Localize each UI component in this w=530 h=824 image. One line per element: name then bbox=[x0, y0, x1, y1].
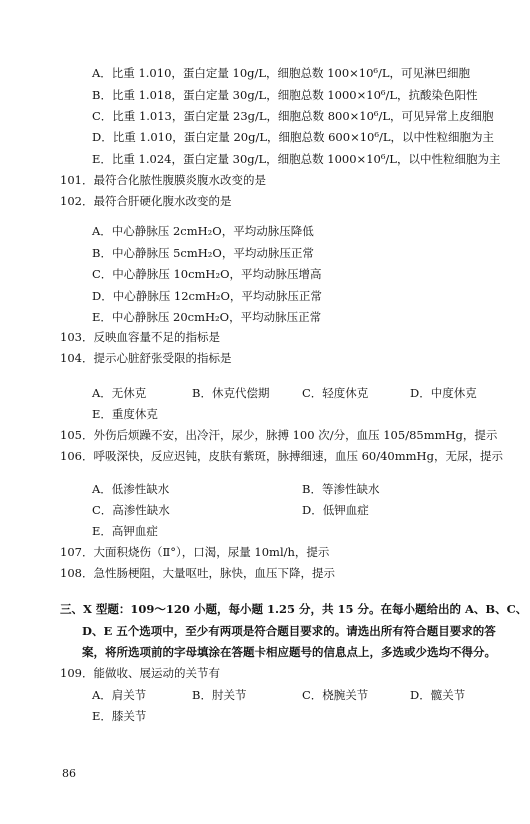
option-b: B．休克代偿期 bbox=[192, 386, 270, 400]
option-c: C．比重 1.013，蛋白定量 23g/L，细胞总数 800×10⁶/L，可见异常上皮细胞 bbox=[92, 109, 494, 123]
question-108: 108．急性肠梗阻，大量呕吐，脉快，血压下降，提示 bbox=[60, 566, 335, 580]
option-b: B．比重 1.018，蛋白定量 30g/L，细胞总数 1000×10⁶/L，抗酸染色阳性 bbox=[92, 88, 478, 102]
option-e: E．重度休克 bbox=[92, 407, 158, 421]
section-instructions: D、E 五个选项中，至少有两项是符合题目要求的。请选出所有符合题目要求的答 bbox=[82, 624, 496, 638]
option-e: E．比重 1.024，蛋白定量 30g/L，细胞总数 1000×10⁶/L，以中性粒细胞为主 bbox=[92, 152, 501, 166]
option-b: B．中心静脉压 5cmH₂O，平均动脉压正常 bbox=[92, 246, 314, 260]
option-e: E．高钾血症 bbox=[92, 524, 158, 538]
option-row bbox=[92, 386, 512, 400]
option-a: A．低渗性缺水 bbox=[92, 482, 170, 496]
option-d: D．低钾血症 bbox=[302, 503, 369, 517]
question-104: 104．提示心脏舒张受限的指标是 bbox=[60, 351, 232, 365]
option-b: B．肘关节 bbox=[192, 688, 247, 702]
question-103: 103．反映血容量不足的指标是 bbox=[60, 330, 220, 344]
question-102: 102．最符合肝硬化腹水改变的是 bbox=[60, 194, 232, 208]
option-a: A．中心静脉压 2cmH₂O，平均动脉压降低 bbox=[92, 224, 314, 238]
question-101: 101．最符合化脓性腹膜炎腹水改变的是 bbox=[60, 173, 266, 187]
question-107: 107．大面积烧伤（Ⅱ°），口渴，尿量 10ml/h，提示 bbox=[60, 545, 330, 559]
option-b: B．等渗性缺水 bbox=[302, 482, 380, 496]
option-d: D．中度休克 bbox=[410, 386, 477, 400]
page-number: 86 bbox=[62, 767, 76, 780]
option-d: D．髋关节 bbox=[410, 688, 466, 702]
option-row bbox=[92, 482, 472, 496]
option-c: C．高渗性缺水 bbox=[92, 503, 170, 517]
option-row bbox=[92, 503, 472, 517]
option-a: A．比重 1.010，蛋白定量 10g/L，细胞总数 100×10⁶/L，可见淋巴细胞 bbox=[92, 66, 471, 80]
option-d: D．中心静脉压 12cmH₂O，平均动脉压正常 bbox=[92, 289, 322, 303]
option-e: E．膝关节 bbox=[92, 709, 147, 723]
option-a: A．肩关节 bbox=[92, 688, 147, 702]
option-c: C．桡腕关节 bbox=[302, 688, 369, 702]
section-instructions: 三、X 型题：109～120 小题，每小题 1.25 分，共 15 分。在每小题给出的 A、B、C、 bbox=[60, 602, 528, 616]
option-d: D．比重 1.010，蛋白定量 20g/L，细胞总数 600×10⁶/L，以中性粒细胞为主 bbox=[92, 130, 494, 144]
option-a: A．无休克 bbox=[92, 386, 147, 400]
option-e: E．中心静脉压 20cmH₂O，平均动脉压正常 bbox=[92, 310, 322, 324]
option-c: C．轻度休克 bbox=[302, 386, 369, 400]
section-instructions: 案，将所选项前的字母填涂在答题卡相应题号的信息点上，多选或少选均不得分。 bbox=[82, 645, 496, 659]
question-109: 109．能做收、展运动的关节有 bbox=[60, 666, 220, 680]
question-106: 106．呼吸深快，反应迟钝，皮肤有紫斑，脉搏细速，血压 60/40mmHg，无尿，提示 bbox=[60, 449, 503, 463]
question-105: 105．外伤后烦躁不安，出冷汗，尿少，脉搏 100 次/分，血压 105/85mmHg，提示 bbox=[60, 428, 498, 442]
option-c: C．中心静脉压 10cmH₂O，平均动脉压增高 bbox=[92, 267, 322, 281]
option-row bbox=[92, 688, 512, 702]
